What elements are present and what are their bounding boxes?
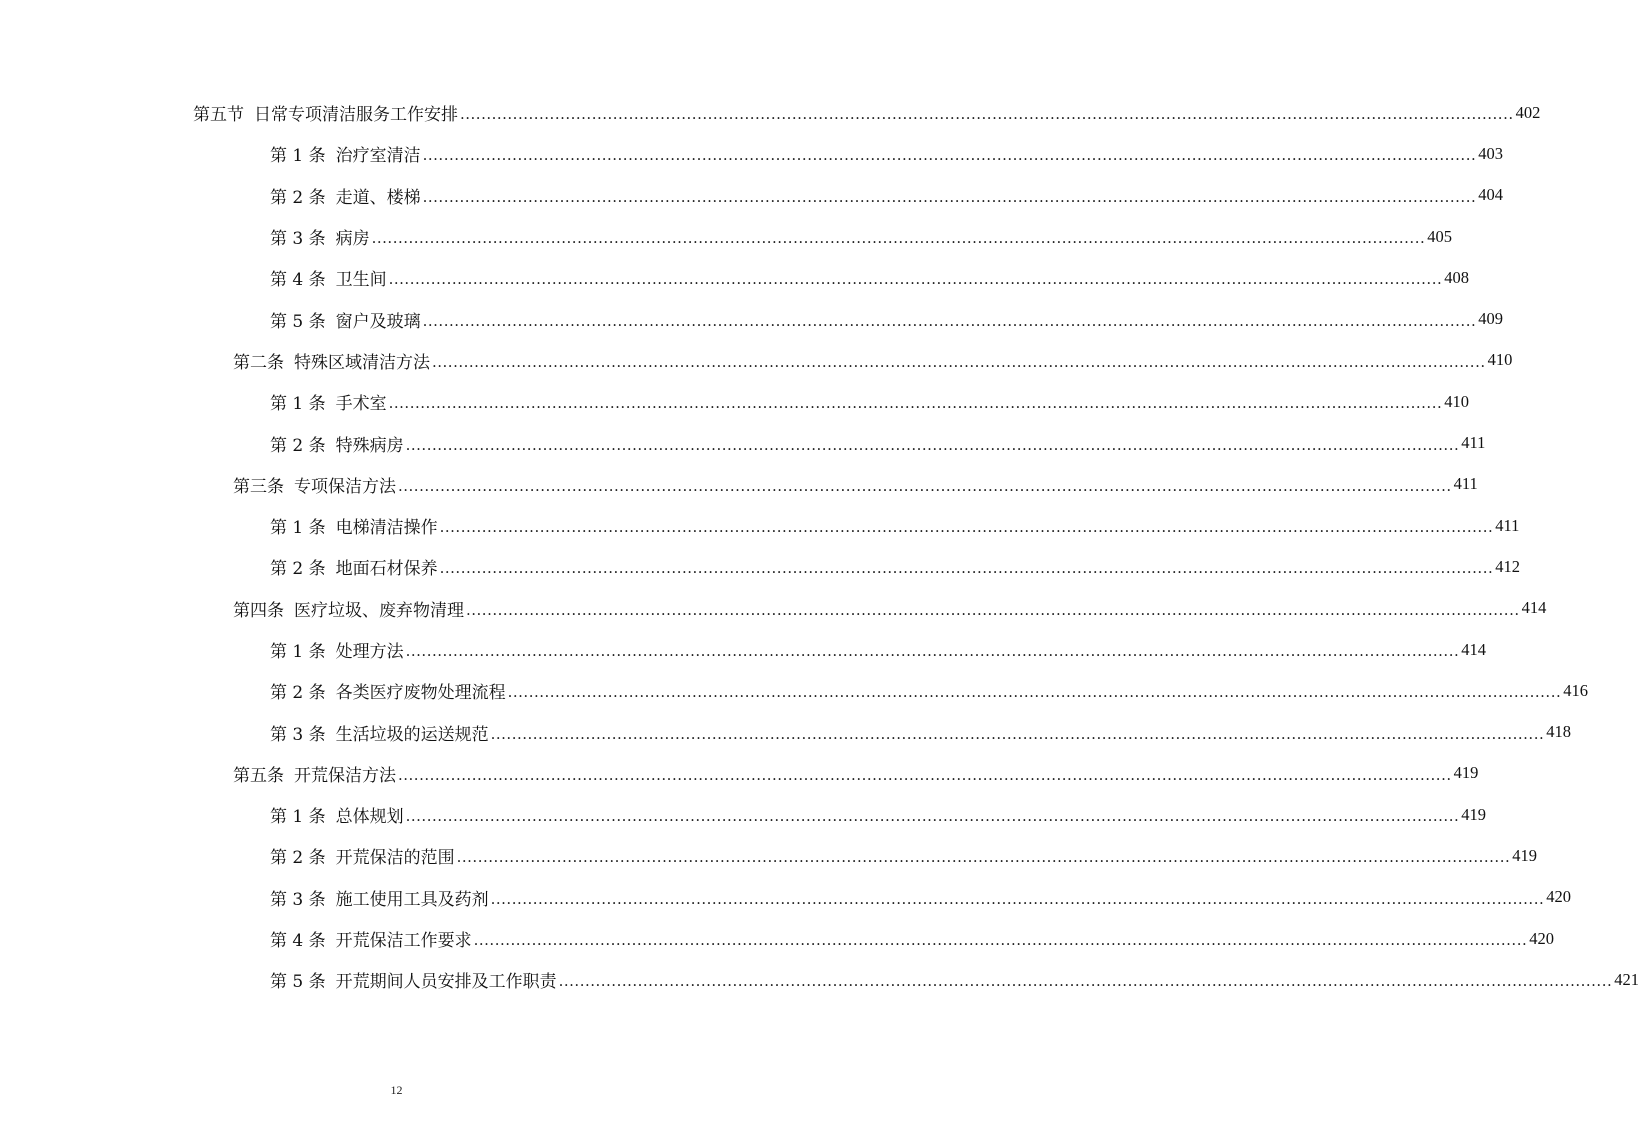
toc-dot-leader: ........................................................................................................................................................................................................ xyxy=(507,683,1562,702)
toc-entry-number: 第 3 条 xyxy=(270,229,326,250)
toc-entry-title: 手术室 xyxy=(335,394,387,415)
toc-dot-leader: ........................................................................................................................................................................................................ xyxy=(473,931,1528,950)
toc-entry-number: 第 4 条 xyxy=(270,931,326,952)
toc-entry[interactable] xyxy=(0,216,1452,257)
toc-entry-title: 处理方法 xyxy=(335,642,404,662)
toc-entry-number: 第二条 xyxy=(233,352,284,373)
toc-entry-page: 411 xyxy=(1453,474,1478,494)
toc-entry-page: 410 xyxy=(1487,350,1513,370)
toc-entry-title: 特殊病房 xyxy=(335,435,404,456)
toc-entry[interactable] xyxy=(0,381,1469,422)
toc-entry-title: 走道、楼梯 xyxy=(335,187,421,208)
toc-dot-leader: ........................................................................................................................................................................................................ xyxy=(490,889,1545,908)
toc-dot-leader: ........................................................................................................................................................................................................ xyxy=(460,105,1514,124)
toc-entry-number: 第 3 条 xyxy=(270,724,326,745)
toc-entry-title: 开荒保洁工作要求 xyxy=(335,931,472,952)
toc-entry[interactable] xyxy=(0,794,1486,835)
toc-entry-title: 病房 xyxy=(335,229,370,250)
toc-entry-page: 412 xyxy=(1495,556,1520,576)
toc-dot-leader: ........................................................................................................................................................................................................ xyxy=(405,435,1460,454)
toc-entry-number: 第 2 条 xyxy=(270,435,326,456)
toc-entry[interactable] xyxy=(0,92,1541,133)
toc-entry-title: 开荒保洁的范围 xyxy=(335,848,455,869)
toc-entry-page: 405 xyxy=(1427,226,1452,246)
toc-entry[interactable] xyxy=(0,175,1503,216)
toc-dot-leader: ........................................................................................................................................................................................................ xyxy=(405,642,1460,660)
toc-entry-title: 治疗室清洁 xyxy=(335,146,421,167)
toc-entry-number: 第五节 xyxy=(193,105,244,126)
toc-entry-number: 第 2 条 xyxy=(270,187,326,208)
page-number: 12 xyxy=(390,1083,403,1097)
toc-dot-leader: ........................................................................................................................................................................................................ xyxy=(466,600,1520,619)
toc-entry-title: 日常专项清洁服务工作安排 xyxy=(254,105,458,126)
toc-dot-leader: ........................................................................................................................................................................................................ xyxy=(439,559,1494,578)
toc-entry[interactable] xyxy=(0,588,1547,629)
toc-entry-title: 卫生间 xyxy=(335,270,387,291)
toc-entry-number: 第 1 条 xyxy=(270,642,326,662)
toc-dot-leader: ........................................................................................................................................................................................................ xyxy=(405,807,1460,826)
toc-entry-title: 各类医疗废物处理流程 xyxy=(335,683,506,704)
toc-entry-title: 生活垃圾的运送规范 xyxy=(335,724,489,745)
toc-entry-number: 第 1 条 xyxy=(270,518,326,539)
toc-entry-page: 402 xyxy=(1515,102,1541,122)
toc-entry[interactable] xyxy=(0,711,1571,752)
toc-entry-number: 第 2 条 xyxy=(270,683,326,704)
toc-dot-leader: ........................................................................................................................................................................................................ xyxy=(439,518,1494,537)
toc-entry[interactable] xyxy=(0,422,1486,463)
toc-dot-leader: ........................................................................................................................................................................................................ xyxy=(456,848,1511,867)
toc-entry-title: 地面石材保养 xyxy=(335,559,438,580)
toc-dot-leader: ........................................................................................................................................................................................................ xyxy=(388,270,1443,289)
toc-entry[interactable] xyxy=(0,877,1571,918)
toc-entry[interactable] xyxy=(0,835,1537,876)
toc-entry[interactable] xyxy=(0,753,1479,794)
toc-entry[interactable] xyxy=(0,340,1513,381)
toc-entry-number: 第 2 条 xyxy=(270,559,326,580)
toc-entry-number: 第 5 条 xyxy=(270,972,326,993)
toc-dot-leader: ........................................................................................................................................................................................................ xyxy=(422,187,1477,206)
toc-entry-page: 403 xyxy=(1478,143,1503,163)
toc-entry-page: 419 xyxy=(1461,804,1486,824)
toc-entry-number: 第 2 条 xyxy=(270,848,326,869)
toc-entry-page: 420 xyxy=(1529,928,1554,948)
toc-entry-page: 421 xyxy=(1614,969,1639,989)
toc-entry-number: 第 1 条 xyxy=(270,394,326,415)
toc-entry-title: 总体规划 xyxy=(335,807,404,828)
toc-entry-title: 开荒期间人员安排及工作职责 xyxy=(335,972,557,993)
toc-entry-title: 开荒保洁方法 xyxy=(294,765,396,786)
toc-entry[interactable] xyxy=(0,505,1520,546)
toc-entry-title: 施工使用工具及药剂 xyxy=(335,889,489,910)
toc-entry-page: 416 xyxy=(1563,680,1588,700)
toc-entry-title: 电梯清洁操作 xyxy=(335,518,438,539)
toc-dot-leader: ........................................................................................................................................................................................................ xyxy=(371,229,1426,248)
toc-entry[interactable] xyxy=(0,959,1639,1000)
toc-entry[interactable] xyxy=(0,670,1588,711)
toc-entry-number: 第三条 xyxy=(233,476,284,497)
table-of-contents xyxy=(0,92,1639,1001)
toc-entry-number: 第 3 条 xyxy=(270,889,326,910)
toc-entry-page: 404 xyxy=(1478,185,1503,205)
toc-dot-leader: ........................................................................................................................................................................................................ xyxy=(398,476,1452,495)
toc-entry-title: 窗户及玻璃 xyxy=(335,311,421,332)
toc-entry-page: 414 xyxy=(1521,598,1547,618)
toc-entry-page: 411 xyxy=(1461,433,1486,453)
toc-entry-page: 410 xyxy=(1444,391,1469,411)
toc-entry-number: 第四条 xyxy=(233,600,284,621)
toc-entry-number: 第 1 条 xyxy=(270,146,326,167)
toc-entry-page: 420 xyxy=(1546,887,1571,907)
toc-entry[interactable] xyxy=(0,546,1520,587)
toc-entry-number: 第 5 条 xyxy=(270,311,326,332)
toc-entry-page: 414 xyxy=(1461,639,1486,659)
toc-entry-title: 医疗垃圾、废弃物清理 xyxy=(294,600,464,621)
toc-entry[interactable] xyxy=(0,464,1478,505)
toc-dot-leader: ........................................................................................................................................................................................................ xyxy=(490,724,1545,743)
toc-entry-page: 419 xyxy=(1453,763,1479,783)
toc-entry[interactable] xyxy=(0,133,1503,174)
toc-entry-page: 418 xyxy=(1546,722,1571,742)
toc-entry-number: 第 4 条 xyxy=(270,270,326,291)
toc-dot-leader: ........................................................................................................................................................................................................ xyxy=(388,394,1443,413)
toc-entry-page: 409 xyxy=(1478,309,1503,329)
toc-entry-page: 411 xyxy=(1495,515,1520,535)
toc-entry-title: 专项保洁方法 xyxy=(294,476,396,497)
toc-dot-leader: ........................................................................................................................................................................................................ xyxy=(422,311,1477,330)
toc-entry[interactable] xyxy=(0,918,1554,959)
toc-dot-leader: ........................................................................................................................................................................................................ xyxy=(432,352,1486,371)
toc-entry[interactable] xyxy=(0,257,1469,298)
toc-entry-title: 特殊区域清洁方法 xyxy=(294,352,430,373)
toc-entry[interactable] xyxy=(0,629,1486,670)
toc-dot-leader: ........................................................................................................................................................................................................ xyxy=(558,972,1613,991)
toc-dot-leader: ........................................................................................................................................................................................................ xyxy=(422,146,1477,165)
toc-entry[interactable] xyxy=(0,298,1503,339)
toc-entry-number: 第五条 xyxy=(233,765,284,786)
toc-dot-leader: ........................................................................................................................................................................................................ xyxy=(398,765,1452,784)
toc-entry-page: 419 xyxy=(1512,845,1537,865)
toc-entry-number: 第 1 条 xyxy=(270,807,326,828)
toc-entry-page: 408 xyxy=(1444,267,1469,287)
